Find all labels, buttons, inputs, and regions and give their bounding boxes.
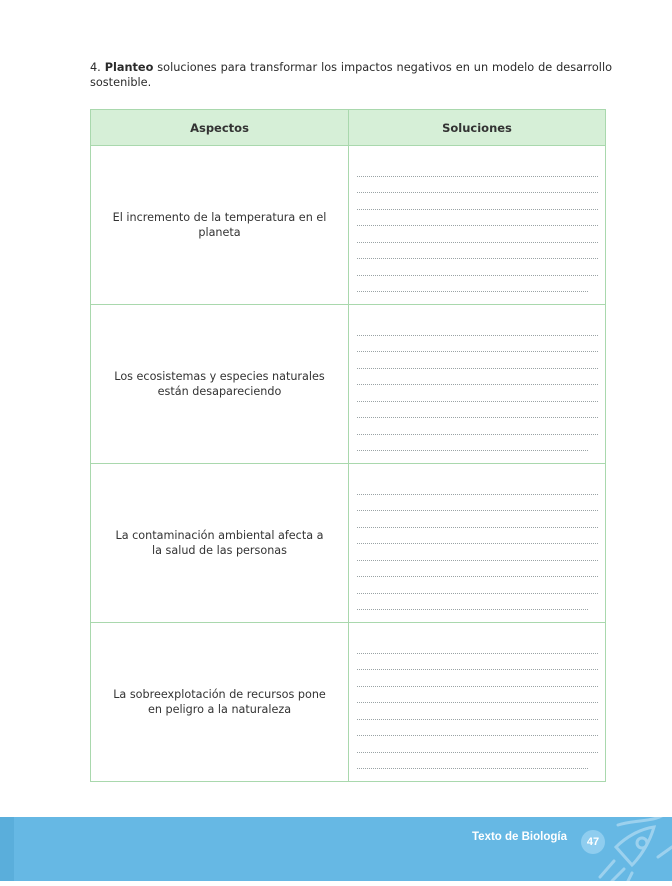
dotted-line [357, 720, 598, 737]
dotted-line [357, 670, 598, 687]
dotted-line [357, 736, 598, 753]
dotted-line [357, 352, 598, 369]
aspect-text: La sobreexplotación de recursos pone en peligro a la naturaleza [113, 688, 326, 716]
dotted-line [357, 385, 598, 402]
aspect-cell [91, 305, 349, 464]
dotted-line [357, 210, 598, 227]
activity-keyword: Planteo [104, 61, 154, 74]
dotted-line [357, 418, 598, 435]
dotted-line [357, 226, 598, 243]
dotted-line [357, 703, 598, 720]
dotted-line [357, 336, 598, 353]
dotted-line [357, 276, 588, 293]
activity-number: 4. [90, 61, 101, 74]
dotted-line [357, 160, 598, 177]
table-row [91, 464, 606, 623]
dotted-line [357, 259, 598, 276]
aspect-text: Los ecosistemas y especies naturales están desapareciendo [114, 370, 325, 398]
dotted-writing-lines [357, 319, 598, 451]
dotted-line [357, 369, 598, 386]
dotted-line [357, 177, 598, 194]
dotted-line [357, 478, 598, 495]
dotted-writing-lines [357, 160, 598, 292]
aspect-text: La contaminación ambiental afecta a la salud de las personas [115, 529, 324, 557]
header-aspectos: Aspectos [91, 110, 349, 146]
dotted-line [357, 243, 598, 260]
solutions-table [90, 109, 606, 782]
dotted-line [357, 402, 598, 419]
table-header-row [91, 110, 606, 146]
book-title: Texto de Biología [472, 831, 567, 843]
dotted-line [357, 687, 598, 704]
aspect-cell [91, 464, 349, 623]
table-row [91, 146, 606, 305]
dotted-line [357, 435, 588, 452]
dotted-line [357, 193, 598, 210]
dotted-line [357, 577, 598, 594]
solution-writing-area[interactable] [349, 146, 606, 305]
dotted-line [357, 594, 588, 611]
dotted-line [357, 637, 598, 654]
page-footer [0, 817, 672, 881]
dotted-line [357, 544, 598, 561]
dotted-line [357, 654, 598, 671]
dotted-writing-lines [357, 637, 598, 769]
dotted-line [357, 511, 598, 528]
solution-writing-area[interactable] [349, 623, 606, 782]
dotted-line [357, 495, 598, 512]
dotted-line [357, 561, 598, 578]
dotted-line [357, 753, 588, 770]
activity-instruction [90, 60, 612, 90]
dotted-line [357, 528, 598, 545]
aspect-cell [91, 146, 349, 305]
page-number-badge: 47 [581, 830, 605, 854]
solution-writing-area[interactable] [349, 464, 606, 623]
aspect-cell [91, 623, 349, 782]
aspect-text: El incremento de la temperatura en el planeta [112, 211, 327, 239]
dotted-writing-lines [357, 478, 598, 610]
activity-text: soluciones para transformar los impactos negativos en un modelo de desarrollo sostenible. [90, 61, 612, 89]
solution-writing-area[interactable] [349, 305, 606, 464]
table-row [91, 623, 606, 782]
table-row [91, 305, 606, 464]
dotted-line [357, 319, 598, 336]
header-soluciones: Soluciones [349, 110, 606, 146]
